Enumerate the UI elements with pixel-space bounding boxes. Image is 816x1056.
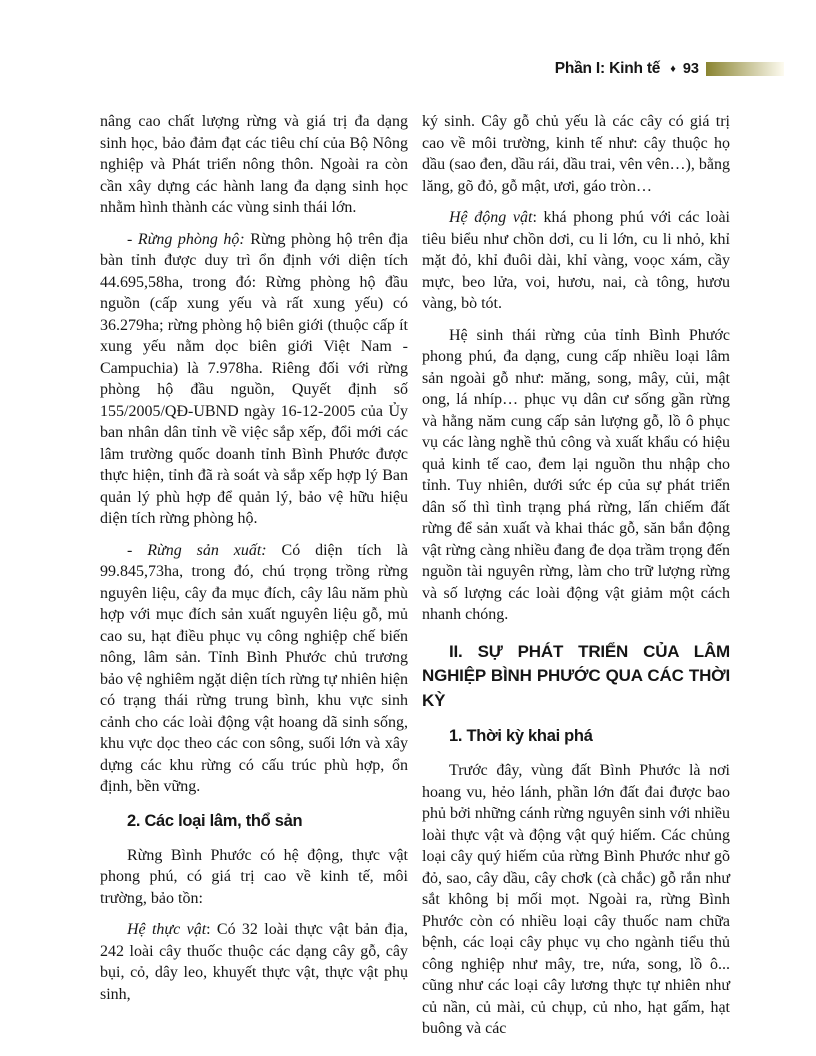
subsection-heading: 2. Các loại lâm, thổ sản [127, 811, 303, 830]
paragraph-lead-italic: Hệ thực vật [127, 921, 207, 938]
header-accent-bar [706, 62, 784, 76]
right-column [422, 111, 730, 1050]
body-paragraph: - Rừng phòng hộ: Rừng phòng hộ trên địa bàn tỉnh được duy trì ổn định với diện tích 44.695,58ha, trong đó: Rừng phòng hộ đầu nguồn (cấp xung yếu và rất xung yếu) có 36.279ha; rừng phòng hộ biên giới (thuộc cấp ít xung yếu nằm dọc biên giới Việt Nam - Campuchia) là 7.978ha. Riêng đối với rừng phòng hộ đầu nguồn, Quyết định số 155/2005/QĐ-UBND ngày 16-12-2005 của Ủy ban nhân dân tỉnh về việc sắp xếp, đổi mới các lâm trường quốc doanh tỉnh Bình Phước được thực hiện, tỉnh đã rà soát và sắp xếp hợp lý Ban quản lý phù hợp để quản lý, bảo vệ hữu hiệu diện tích rừng phòng hộ. [100, 230, 409, 527]
diamond-icon: ♦ [670, 62, 676, 75]
body-paragraph: Trước đây, vùng đất Bình Phước là nơi hoang vu, hẻo lánh, phần lớn đất đai được bao phủ bởi những cánh rừng nguyên sinh với nhiều loài thực vật và động vật quý hiếm. Các chủng loại cây quý hiếm của rừng Bình Phước như gõ đỏ, sao, cây dầu, cây chơk (cà chắc) gỗ rắn như sắt không bị mối mọt. Ngoài ra, rừng Bình Phước còn có nhiều loại cây thuốc nam chữa bệnh, các loại cây phục vụ cho ngành tiểu thủ công nghiệp như mây, tre, nứa, song, lồ ô... cũng như các loại cây lương thực tự nhiên như củ nần, củ mài, củ chụp, củ nho, hạt gấm, hạt buông và các [422, 762, 731, 1037]
section-heading: II. SỰ PHÁT TRIỂN CỦA LÂM NGHIỆP BÌNH PHƯỚC QUA CÁC THỜI KỲ [422, 641, 730, 710]
header-section-label: Phần I: Kinh tế [554, 60, 661, 77]
paragraph-lead-italic: Hệ động vật [449, 209, 533, 226]
running-header [555, 60, 784, 78]
body-paragraph: nâng cao chất lượng rừng và giá trị đa dạng sinh học, bảo đảm đạt các tiêu chí của Bộ Nông nghiệp và Phát triển nông thôn. Ngoài ra còn cần xây dựng các hành lang đa dạng sinh học nhằm hình thành các vùng sinh thái lớn. [100, 113, 408, 216]
paragraph-lead-italic: - Rừng phòng hộ: [127, 230, 245, 248]
left-column [100, 111, 408, 1015]
body-paragraph: - Rừng sản xuất: Có diện tích là 99.845,73ha, trong đó, chú trọng trồng rừng nguyên liệu, cây đa mục đích, cây lâu năm phù hợp với mục đích sản xuất nguyên liệu gỗ, mủ cao su, hạt điều phục vụ công nghiệp chế biến nông, lâm sản. Tỉnh Bình Phước chủ trương bảo vệ nghiêm ngặt diện tích rừng tự nhiên hiện có trạng thái rừng trung bình, khu vực sinh cảnh cho các loài động vật hoang dã sinh sống, khu vực dọc theo các con sông, suối lớn và xây dựng các khu rừng có cấu trúc phù hợp, ổn định, bền vững. [100, 541, 408, 795]
header-page-number: 93 [682, 61, 699, 77]
body-paragraph: Hệ sinh thái rừng của tỉnh Bình Phước phong phú, đa dạng, cung cấp nhiều loại lâm sản ngoài gỗ như: măng, song, mây, củi, mật ong, lá nhíp… phục vụ dân cư sống gần rừng và hằng năm cung cấp sản lượng gỗ, lồ ô phục vụ các làng nghề thủ công và xuất khẩu có hiệu quả kinh tế cao, đem lại nguồn thu nhập cho tỉnh. Tuy nhiên, dưới sức ép của sự phát triển dân số thì tình trạng phá rừng, lấn chiếm đất rừng để sản xuất và khai thác gỗ, săn bắn động vật rừng càng nhiều đang đe dọa trầm trọng đến nguồn tài nguyên rừng, làm cho trữ lượng rừng và số lượng các loài động vật giảm một cách nhanh chóng. [422, 326, 730, 623]
body-paragraph: ký sinh. Cây gỗ chủ yếu là các cây có giá trị cao về môi trường, kinh tế như: cây thuộc họ dầu (sao đen, dầu rái, dầu trai, vên vên…), bằng lăng, gõ đỏ, gỗ mật, ươi, gáo tròn… [422, 113, 730, 195]
body-paragraph: Hệ động vật: khá phong phú với các loài tiêu biểu như chồn dơi, cu li lớn, cu li nhỏ, khỉ mặt đỏ, khỉ đuôi dài, khỉ vàng, voọc xám, cầy mực, beo lửa, voi, hươu, nai, cà tông, hươu vàng, bò tót. [422, 209, 731, 312]
subsection-heading: 1. Thời kỳ khai phá [449, 727, 593, 745]
body-paragraph: Rừng Bình Phước có hệ động, thực vật phong phú, có giá trị cao về kinh tế, môi trường, bảo tồn: [100, 846, 408, 907]
body-paragraph: Hệ thực vật: Có 32 loài thực vật bản địa, 242 loài cây thuốc thuộc các dạng cây gỗ, cây bụi, cỏ, dây leo, khuyết thực vật, thực vật phụ sinh, [100, 921, 408, 1003]
paragraph-lead-italic: - Rừng sản xuất: [127, 541, 267, 559]
